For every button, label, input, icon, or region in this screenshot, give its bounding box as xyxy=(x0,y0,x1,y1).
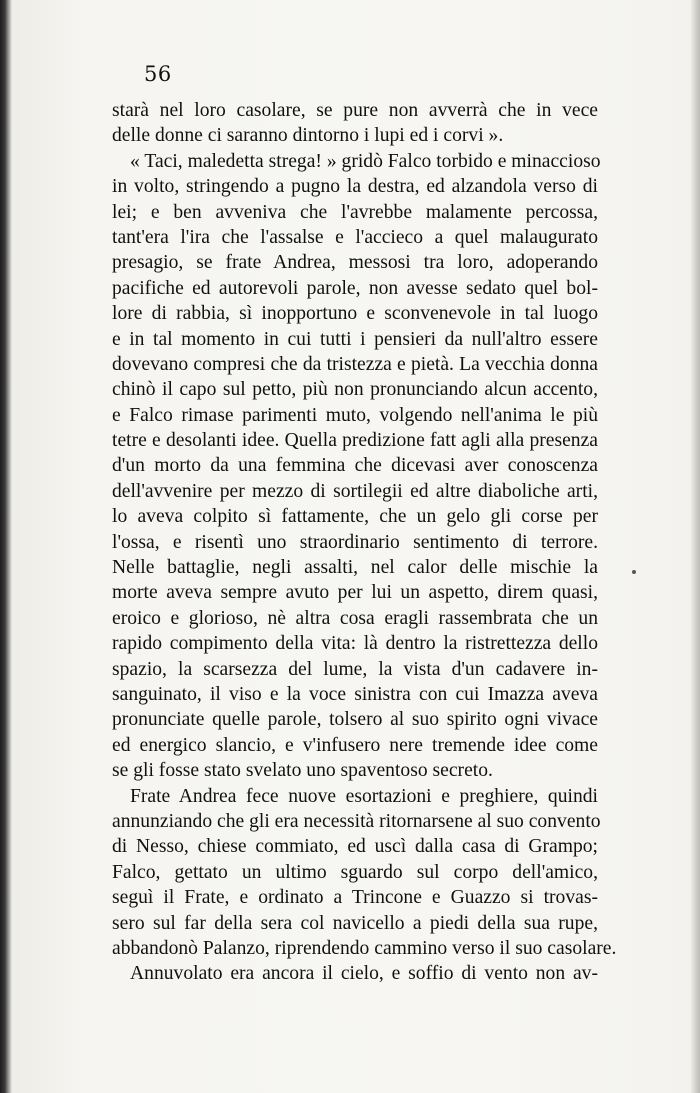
text-line: e in tal momento in cui tutti i pensieri da null'altro essere xyxy=(112,328,598,350)
text-line: lei; e ben avveniva che l'avrebbe malamente percossa, xyxy=(112,201,598,223)
text-line: eroico e glorioso, nè altra cosa eragli rassembrata che un xyxy=(112,607,598,629)
text-line: Annuvolato era ancora il cielo, e soffio di vento non av- xyxy=(130,963,598,985)
page-binding-edge xyxy=(0,0,12,1093)
text-line: morte aveva sempre avuto per lui un aspetto, direm quasi, xyxy=(112,582,598,604)
text-line: dell'avvenire per mezzo di sortilegii ed altre diaboliche arti, xyxy=(112,480,598,502)
text-line: tant'era l'ira che l'assalse e l'accieco a quel malaugurato xyxy=(112,226,598,248)
text-line: delle donne ci saranno dintorno i lupi ed i corvi ». xyxy=(112,125,504,147)
text-line: spazio, la scarsezza del lume, la vista d'un cadavere in- xyxy=(112,658,598,680)
text-line: lore di rabbia, sì inopportuno e sconvenevole in tal luogo xyxy=(112,303,598,325)
text-line: seguì il Frate, e ordinato a Trincone e Guazzo si trovas- xyxy=(112,887,598,909)
text-line: « Taci, maledetta strega! » gridò Falco torbido e minaccioso xyxy=(130,150,601,172)
text-line: sanguinato, il viso e la voce sinistra con cui Imazza aveva xyxy=(112,683,598,705)
text-line: pronunciate quelle parole, tolsero al suo spirito ogni vivace xyxy=(112,709,598,731)
body-text xyxy=(112,98,617,987)
text-line: Falco, gettato un ultimo sguardo sul corpo dell'amico, xyxy=(112,861,598,883)
text-line: chinò il capo sul petto, più non pronunciando alcun accento, xyxy=(112,379,598,401)
text-line: Frate Andrea fece nuove esortazioni e preghiere, quindi xyxy=(130,785,598,807)
text-line: di Nesso, chiese commiato, ed uscì dalla casa di Grampo; xyxy=(112,836,598,858)
ink-speck xyxy=(632,570,636,574)
page-right-edge xyxy=(690,0,700,1093)
text-line: e Falco rimase parimenti muto, volgendo nell'anima le più xyxy=(112,404,598,426)
text-line: pacifiche ed autorevoli parole, non avesse sedato quel bol- xyxy=(112,277,598,299)
text-line: se gli fosse stato svelato uno spaventoso secreto. xyxy=(112,760,493,782)
text-line: presagio, se frate Andrea, messosi tra loro, adoperando xyxy=(112,252,598,274)
text-line: abbandonò Palanzo, riprendendo cammino verso il suo casolare. xyxy=(112,937,617,959)
text-line: ed energico slancio, e v'infusero nere tremende idee come xyxy=(112,734,598,756)
page-number: 56 xyxy=(144,62,172,86)
text-line: Nelle battaglie, negli assalti, nel calor delle mischie la xyxy=(112,557,598,579)
text-line: annunziando che gli era necessità ritornarsene al suo convento xyxy=(112,810,601,832)
text-line: tetre e desolanti idee. Quella predizione fatt agli alla presenza xyxy=(112,430,598,452)
text-line: sero sul far della sera col navicello a piedi della sua rupe, xyxy=(112,912,598,934)
text-line: in volto, stringendo a pugno la destra, ed alzandola verso di xyxy=(112,176,598,198)
text-line: rapido compimento della vita: là dentro la ristrettezza dello xyxy=(112,633,598,655)
text-line: l'ossa, e risentì uno straordinario sentimento di terrore. xyxy=(112,531,598,553)
text-line: starà nel loro casolare, se pure non avverrà che in vece xyxy=(112,100,598,121)
text-line: lo aveva colpito sì fattamente, che un gelo gli corse per xyxy=(112,506,598,528)
text-line: dovevano compresi che da tristezza e pietà. La vecchia donna xyxy=(112,353,598,375)
text-line: d'un morto da una femmina che dicevasi aver conoscenza xyxy=(112,455,598,477)
